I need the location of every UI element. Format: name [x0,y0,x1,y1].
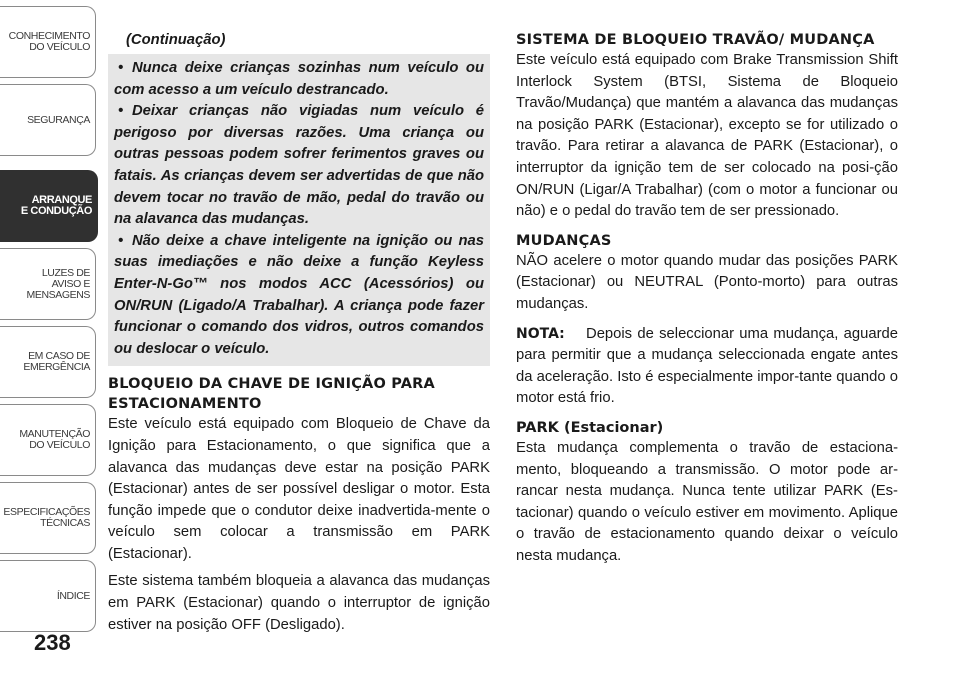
tab-especificacoes-tecnicas[interactable] [0,482,96,554]
tab-label: LUZES DE AVISO E MENSAGENS [26,266,90,301]
warning-item [114,101,484,231]
warning-item [114,58,484,101]
tab-label: ÍNDICE [56,589,90,602]
tab-label: ARRANQUE E CONDUÇÃO [20,194,92,217]
tab-conhecimento-do-veiculo[interactable] [0,6,96,78]
tab-label: MANUTENÇÃO DO VEÍCULO [19,428,90,451]
paragraph: Este veículo está equipado com Bloqueio de Chave da Ignição para Estacionamento, o que significa que a alavanca das mudanças deve estar na posição PARK (Estacionar) antes de ser possível desligar o motor. Esta função impede que o condutor deixe inadvertida-mente o veículo sem colocar a transmissão em PARK (Estacionar). [108,416,490,562]
section-title-mudancas: MUDANÇAS [516,232,612,249]
right-column [516,30,898,567]
tab-arranque-e-conducao[interactable] [0,170,98,242]
section-title-ignition-park-interlock: BLOQUEIO DA CHAVE DE IGNIÇÃO PARA ESTACIONAMENTO [108,376,435,413]
left-column [108,30,490,636]
warning-text: Nunca deixe crianças sozinhas num veículo ou com acesso a um veículo destrancado. [114,60,484,98]
tab-label: CONHECIMENTO DO VEÍCULO [8,30,90,53]
section-title-park: PARK (Estacionar) [516,419,664,436]
warning-box [108,54,490,366]
tab-seguranca[interactable] [0,84,96,156]
tab-em-caso-de-emergencia[interactable] [0,326,96,398]
paragraph: Esta mudança complementa o travão de estaciona-mento, bloqueando a transmissão. O motor pode ar-rancar nesta mudança. Nunca tente utilizar PARK (Es-tacionar) quando o veículo estiver em movimento. Aplique o travão de estacionamento quando deixar o veículo nesta mudança. [516,439,898,564]
tab-label: SEGURANÇA [27,113,90,126]
tab-luzes-de-aviso[interactable] [0,248,96,320]
note-paragraph [516,324,898,410]
paragraph: Este sistema também bloqueia a alavanca das mudanças em PARK (Estacionar) quando o interruptor de ignição estiver na posição OFF (Desligado). [108,573,490,633]
note-text: Depois de seleccionar uma mudança, aguarde para permitir que a mudança seleccionada engate antes da aceleração. Isto é especialmente impor-tante quando o motor está frio. [516,325,898,407]
tab-label: EM CASO DE EMERGÊNCIA [23,350,90,373]
tab-label: ESPECIFICAÇÕES TÉCNICAS [3,506,90,529]
section-title-btsi: SISTEMA DE BLOQUEIO TRAVÃO/ MUDANÇA [516,32,875,48]
warning-item [114,231,484,361]
warning-text: Não deixe a chave inteligente na ignição ou nas suas imediações e não deixe a função Keyless Enter-N-Go™ nos modos ACC (Acessórios) ou ON/RUN (Ligado/A Trabalhar). A criança pode fazer funcionar o comando dos vidros, outros comandos ou deslocar o veículo. [114,232,484,357]
page-number: 238 [34,630,71,655]
bullet-icon: • [118,103,124,120]
chapter-tab-sidebar [0,0,100,678]
tab-indice[interactable] [0,560,96,632]
paragraph: Este veículo está equipado com Brake Transmission Shift Interlock System (BTSI, Sistema de Bloqueio Travão/Mudança) que mantém a alavanca das mudanças na posição PARK (Estacionar), excepto se for utilizado o travão. Para retirar a alavanca de PARK (Estacionar), o interruptor da ignição tem de ser colocado na posi-ção ON/RUN (Ligar/A Trabalhar) (com o motor a funcionar ou não) e o pedal do travão tem de ser pressionado. [516,52,898,220]
note-label: NOTA: [516,325,565,342]
bullet-icon: • [118,60,124,76]
warning-text: Deixar crianças não vigiadas num veículo é perigoso por diversas razões. Uma criança ou outras pessoas podem sofrer ferimentos graves ou fatais. As crianças devem ser advertidas de que não devem tocar no travão de mão, pedal do travão ou na alavanca das mudanças. [114,103,484,228]
tab-manutencao-do-veiculo[interactable] [0,404,96,476]
paragraph: NÃO acelere o motor quando mudar das posições PARK (Estacionar) ou NEUTRAL (Ponto-morto) para outras mudanças. [516,252,898,312]
bullet-icon: • [118,232,124,249]
continued-label: (Continuação) [126,32,226,48]
